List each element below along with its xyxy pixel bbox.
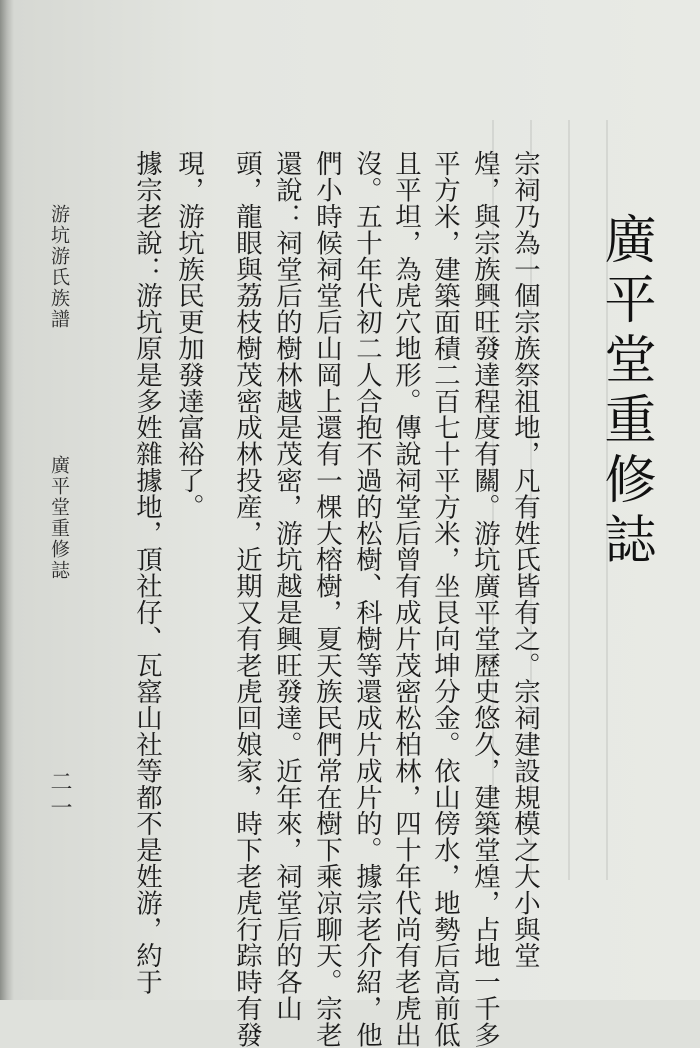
body-column-1: 宗祠乃為一個宗族祭祖地，凡有姓氏皆有之。宗祠建設規模之大小與堂 — [509, 150, 541, 969]
page-number: 二一 — [47, 770, 72, 822]
body-column-2: 煌，與宗族興旺發達程度有關。游坑廣平堂歷史悠久，建築堂煌，占地一千多 — [469, 150, 501, 1048]
book-name: 游坑游氏族譜 — [48, 204, 70, 330]
section-name: 廣平堂重修誌 — [48, 455, 70, 581]
body-column-8: 頭，龍眼與荔枝樹茂密成林投産，近期又有老虎回娘家，時下老虎行踪時有發 — [231, 150, 263, 1048]
body-column-5: 沒。五十年代初二人合抱不過的松樹、科樹等還成片成片的。據宗老介紹，他 — [351, 150, 383, 1048]
body-column-10: 據宗老說：游坑原是多姓雜據地，頂社仔、瓦窰山社等都不是姓游，約于 — [131, 150, 163, 995]
body-column-7: 還說：祠堂后的樹林越是茂密，游坑越是興旺發達。近年來，祠堂后的各山 — [271, 150, 303, 1022]
body-column-9: 現，游坑族民更加發達富裕了。 — [173, 150, 205, 520]
body-column-3: 平方米，建築面積二百七十平方米，坐艮向坤分金。依山傍水，地勢后高前低 — [429, 150, 461, 1048]
body-column-4: 且平坦，為虎穴地形。傳說祠堂后曾有成片茂密松柏林，四十年代尚有老虎出 — [390, 150, 422, 1048]
body-column-6: 們小時候祠堂后山岡上還有一棵大榕樹，夏天族民們常在樹下乘凉聊天。宗老 — [311, 150, 343, 1048]
page-title: 廣平堂重修誌 — [595, 212, 655, 572]
